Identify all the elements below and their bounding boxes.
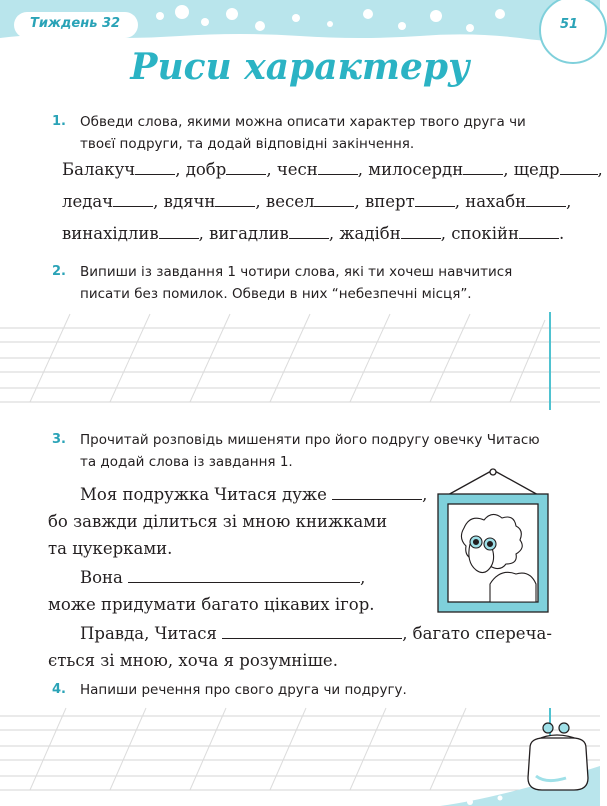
task1-text: Обведи слова, якими можна описати характер твого друга чи твоєї подруги, та додай відповідні закінчення. (80, 114, 526, 152)
word: винахідлив (62, 224, 159, 243)
story-line-3: та цукерками. (48, 539, 173, 558)
word: спокійн (451, 224, 519, 243)
task1-number: 1. (52, 114, 66, 129)
word-row-2: ледач , вдячн , весел , вперт , нахабн , (62, 192, 572, 211)
purse-icon (522, 718, 596, 794)
word: вперт (364, 192, 415, 211)
word: добр (185, 160, 227, 179)
story-line-7: ється зі мною, хоча я розумніше. (48, 651, 338, 670)
task2-number: 2. (52, 264, 66, 279)
word: весел (265, 192, 315, 211)
writing-lines-1[interactable] (0, 308, 600, 410)
task3-text: Прочитай розповідь мишеняти про його подругу овечку Читасю та додай слова із завдання 1. (80, 432, 540, 470)
word: щедр (513, 160, 560, 179)
week-label: Тиждень 32 (30, 16, 121, 31)
word: Балакуч (62, 160, 136, 179)
story-line-1: Моя подружка Читася дуже , (80, 485, 428, 504)
word: чесн (276, 160, 318, 179)
story-line-6: Правда, Читася , багато спереча- (80, 624, 552, 643)
story-line-2: бо завжди ділиться зі мною книжками (48, 512, 388, 531)
writing-lines-2[interactable] (0, 706, 600, 806)
story-line-5: може придумати багато цікавих ігор. (48, 595, 375, 614)
word: ледач (62, 192, 114, 211)
word: жадібн (339, 224, 401, 243)
task2-text: Випиши із завдання 1 чотири слова, які ти хочеш навчитися писати без помилок. Обведи в них “небезпечні місця”. (80, 264, 513, 302)
task4-text: Напиши речення про свого друга чи подругу. (80, 682, 407, 698)
word: милосердн (368, 160, 464, 179)
page-number: 51 (560, 17, 579, 32)
word: вдячн (163, 192, 216, 211)
word-row-3: винахідлив , вигадлив , жадібн , спокійн . (62, 224, 565, 243)
task3-number: 3. (52, 432, 66, 447)
story-line-4: Вона , (80, 568, 366, 587)
word: вигадлив (209, 224, 289, 243)
page-title: Риси характеру (130, 46, 470, 88)
word-row-1: Балакуч , добр , чесн , милосердн , щедр , (62, 160, 603, 179)
word: нахабн (465, 192, 527, 211)
task4-number: 4. (52, 682, 66, 697)
sheep-picture (430, 466, 556, 616)
